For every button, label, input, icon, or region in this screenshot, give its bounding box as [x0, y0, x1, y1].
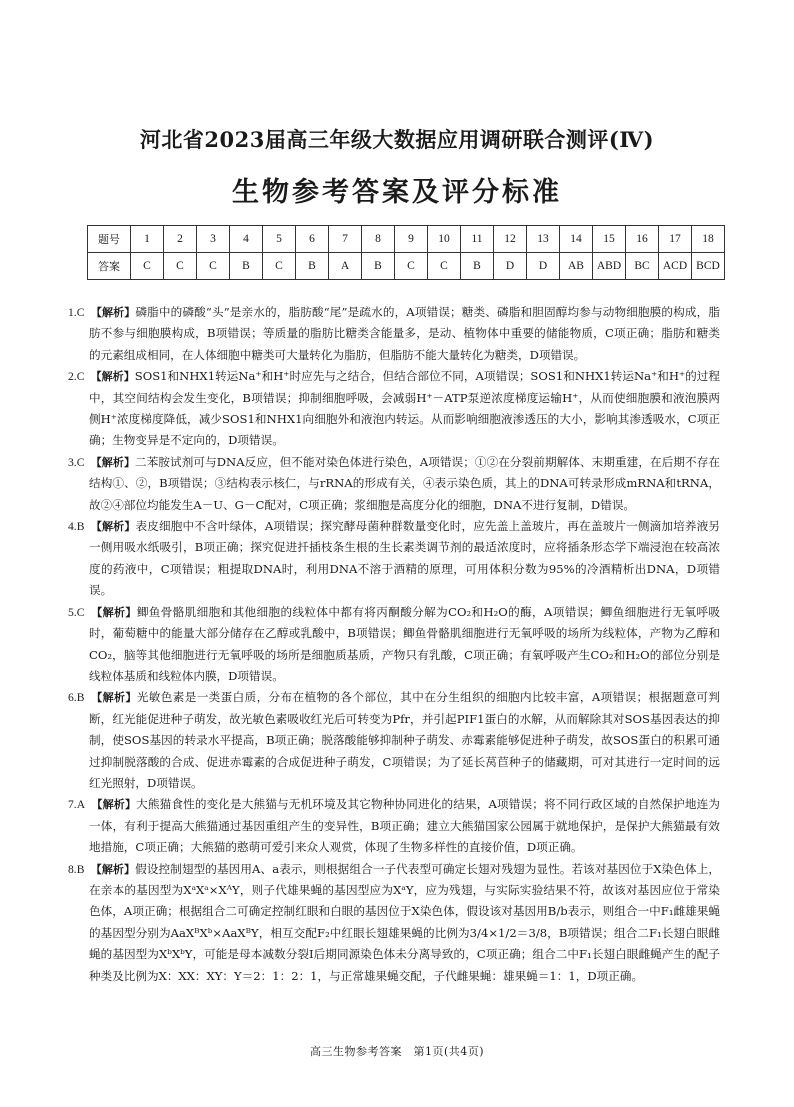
- answer-cell: D: [494, 253, 527, 280]
- answer-cell: B: [230, 253, 263, 280]
- question-number-cell: 18: [692, 226, 725, 253]
- explain-tag: 【解析】: [96, 798, 137, 812]
- item-number: 4.B: [68, 520, 85, 534]
- answer-row: [88, 253, 725, 280]
- answer-cell: C: [263, 253, 296, 280]
- answer-cell: C: [395, 253, 428, 280]
- explanation-item: [68, 302, 720, 366]
- answer-table: [87, 225, 725, 280]
- question-number-cell: 12: [494, 226, 527, 253]
- answer-cell: B: [362, 253, 395, 280]
- explain-tag: 【解析】: [96, 370, 135, 384]
- question-number-cell: 3: [197, 226, 230, 253]
- item-text: 表皮细胞中不含叶绿体，A项错误；探究酵母菌种群数量变化时，应先盖上盖玻片，再在盖玻片一侧滴加培养液另一侧用吸水纸吸引，B项正确；探究促进扦插枝条生根的生长素类调节剂的最适浓度时，应将插条形态学下端浸泡在较高浓度的药液中，C项错误；粗提取DNA时，利用DNA不溶于酒精的原理，可用体积分数为95%的冷酒精析出DNA，D项错误。: [89, 519, 720, 598]
- explanation-item: [68, 516, 720, 602]
- item-text: 鲫鱼骨骼肌细胞和其他细胞的线粒体中都有将丙酮酸分解为CO₂和H₂O的酶，A项错误；鲫鱼细胞进行无氧呼吸时，葡萄糖中的能量大部分储存在乙醇或乳酸中，B项错误；鲫鱼骨骼肌细胞进行无氧呼吸的场所为线粒体，产物为乙醇和CO₂，脑等其他细胞进行无氧呼吸的场所是细胞质基质，产物只有乳酸，C项正确；有氧呼吸产生CO₂和H₂O的部位分别是线粒体基质和线粒体内膜，D项错误。: [89, 604, 720, 683]
- question-number-cell: 1: [131, 226, 164, 253]
- item-text: 磷脂中的磷酸“头”是亲水的，脂肪酸“尾”是疏水的，A项错误；糖类、磷脂和胆固醇均参与动物细胞膜的构成，脂肪不参与细胞膜构成，B项错误；等质量的脂肪比糖类含能量多，是动、植物体中重要的储能物质，C项正确；脂肪和糖类的元素组成相同，在人体细胞中糖类可大量转化为脂肪，但脂肪不能大量转化为糖类，D项错误。: [89, 305, 720, 362]
- row-label-number: 题号: [88, 226, 131, 253]
- item-number: 7.A: [68, 798, 86, 812]
- item-number: 5.C: [68, 605, 85, 619]
- question-number-cell: 5: [263, 226, 296, 253]
- question-number-cell: 13: [527, 226, 560, 253]
- answer-cell: D: [527, 253, 560, 280]
- item-text: SOS1和NHX1转运Na⁺和H⁺时应先与之结合，但结合部位不同，A项错误；SOS1和NHX1转运Na⁺和H⁺的过程中，其空间结构会发生变化，B项错误；抑制细胞呼吸，会减弱H⁺－ATP泵逆浓度梯度运输H⁺，从而使细胞膜和液泡膜两侧H⁺浓度梯度降低，减少SOS1和NHX1向细胞外和液泡内转运。从而影响细胞液渗透压的大小，影响其渗透吸水，C项正确；生物变异是不定向的，D项错误。: [89, 369, 720, 448]
- item-text: 光敏色素是一类蛋白质，分布在植物的各个部位，其中在分生组织的细胞内比较丰富，A项错误；根据题意可判断，红光能促进种子萌发，故光敏色素吸收红光后可转变为Pfr，并引起PIF1蛋白的水解，从而解除其对SOS基因表达的抑制，使SOS基因的转录水平提高，B项正确；脱落酸能够抑制种子萌发、赤霉素能够促进种子萌发，故SOS蛋白的积累可通过抑制脱落酸的合成、促进赤霉素的合成促进种子萌发，C项错误；为了延长莴苣种子的储藏期，可对其进行一定时间的远红光照射，D项错误。: [89, 690, 720, 790]
- question-number-row: [88, 226, 725, 253]
- answer-cell: AB: [560, 253, 593, 280]
- answer-cell: C: [164, 253, 197, 280]
- answer-cell: BC: [626, 253, 659, 280]
- answer-cell: ACD: [659, 253, 692, 280]
- question-number-cell: 8: [362, 226, 395, 253]
- item-number: 3.C: [68, 455, 85, 469]
- explain-tag: 【解析】: [96, 605, 137, 619]
- question-number-cell: 17: [659, 226, 692, 253]
- question-number-cell: 4: [230, 226, 263, 253]
- question-number-cell: 10: [428, 226, 461, 253]
- answer-cell: A: [329, 253, 362, 280]
- question-number-cell: 11: [461, 226, 494, 253]
- question-number-cell: 2: [164, 226, 197, 253]
- answer-cell: BCD: [692, 253, 725, 280]
- item-text: 假设控制翅型的基因用A、a表示，则根据组合一子代表型可确定长翅对残翅为显性。若该对基因位于X染色体上，在亲本的基因型为XᵃXᵃ×XᴬY，则子代雄果蝇的基因型应为XᵃY，应为残翅，与实际实验结果不符，故该对基因应位于常染色体，A项正确；根据组合二可确定控制红眼和白眼的基因位于X染色体，假设该对基因用B/b表示，则组合一中F₁雌雄果蝇的基因型分别为AaXᴮXᵇ×AaXᴮY，相互交配F₂中红眼长翅雄果蝇的比例为3/4×1/2＝3/8，B项错误；组合二F₁长翅白眼雌蝇的基因型为XᵇXᵇY，可能是母本减数分裂Ⅰ后期同源染色体未分离导致的，C项正确；组合二中F₁长翅白眼雌蝇产生的配子种类及比例为X：XX：XY：Y＝2：1：2：1，与正常雄果蝇交配，子代雌果蝇：雄果蝇＝1：1，D项正确。: [89, 861, 720, 983]
- explanation-item: [68, 366, 720, 452]
- item-number: 6.B: [68, 691, 85, 705]
- answer-cell: C: [131, 253, 164, 280]
- question-number-cell: 7: [329, 226, 362, 253]
- answer-cell: B: [461, 253, 494, 280]
- explanation-item: [68, 794, 720, 858]
- explanation-item: [68, 602, 720, 688]
- question-number-cell: 6: [296, 226, 329, 253]
- answer-cell: ABD: [593, 253, 626, 280]
- question-number-cell: 15: [593, 226, 626, 253]
- item-number: 2.C: [68, 370, 85, 384]
- answer-cell: C: [428, 253, 461, 280]
- row-label-answer: 答案: [88, 253, 131, 280]
- item-number: 8.B: [68, 862, 85, 876]
- question-number-cell: 14: [560, 226, 593, 253]
- answer-cell: C: [197, 253, 230, 280]
- explanation-item: [68, 859, 720, 987]
- explanation-item: [68, 687, 720, 794]
- explain-tag: 【解析】: [96, 691, 137, 705]
- page-title: 河北省2023届高三年级大数据应用调研联合测评(Ⅳ): [139, 127, 655, 152]
- question-number-cell: 16: [626, 226, 659, 253]
- page-subtitle: 生物参考答案及评分标准: [232, 177, 562, 208]
- page-footer: 高三生物参考答案 第1页(共4页): [309, 1045, 485, 1058]
- item-text: 大熊猫食性的变化是大熊猫与无机环境及其它物种协同进化的结果，A项错误；将不同行政区域的自然保护地连为一体，有利于提高大熊猫通过基因重组产生的变异性，B项正确；建立大熊猫国家公园属于就地保护，是保护大熊猫最有效地措施，C项正确；大熊猫的憨萌可爱引来众人观赏，体现了生物多样性的直接价值，D项正确。: [89, 797, 720, 855]
- explain-tag: 【解析】: [96, 306, 136, 319]
- explanation-item: [68, 452, 720, 516]
- question-number-cell: 9: [395, 226, 428, 253]
- explanation-list: [68, 302, 720, 987]
- explain-tag: 【解析】: [96, 520, 136, 534]
- explain-tag: 【解析】: [96, 862, 136, 876]
- answer-cell: B: [296, 253, 329, 280]
- item-number: 1.C: [68, 306, 85, 319]
- item-text: 二苯胺试剂可与DNA反应，但不能对染色体进行染色，A项错误；①②在分裂前期解体、末期重建，在后期不存在结构①、②，B项错误；③结构表示核仁，与rRNA的形成有关，④表示染色质，其上的DNA可转录形成mRNA和tRNA，故②④部位均能发生A－U、G－C配对，C项正确；浆细胞是高度分化的细胞，DNA不进行复制，D错误。: [89, 454, 720, 512]
- explain-tag: 【解析】: [96, 455, 136, 469]
